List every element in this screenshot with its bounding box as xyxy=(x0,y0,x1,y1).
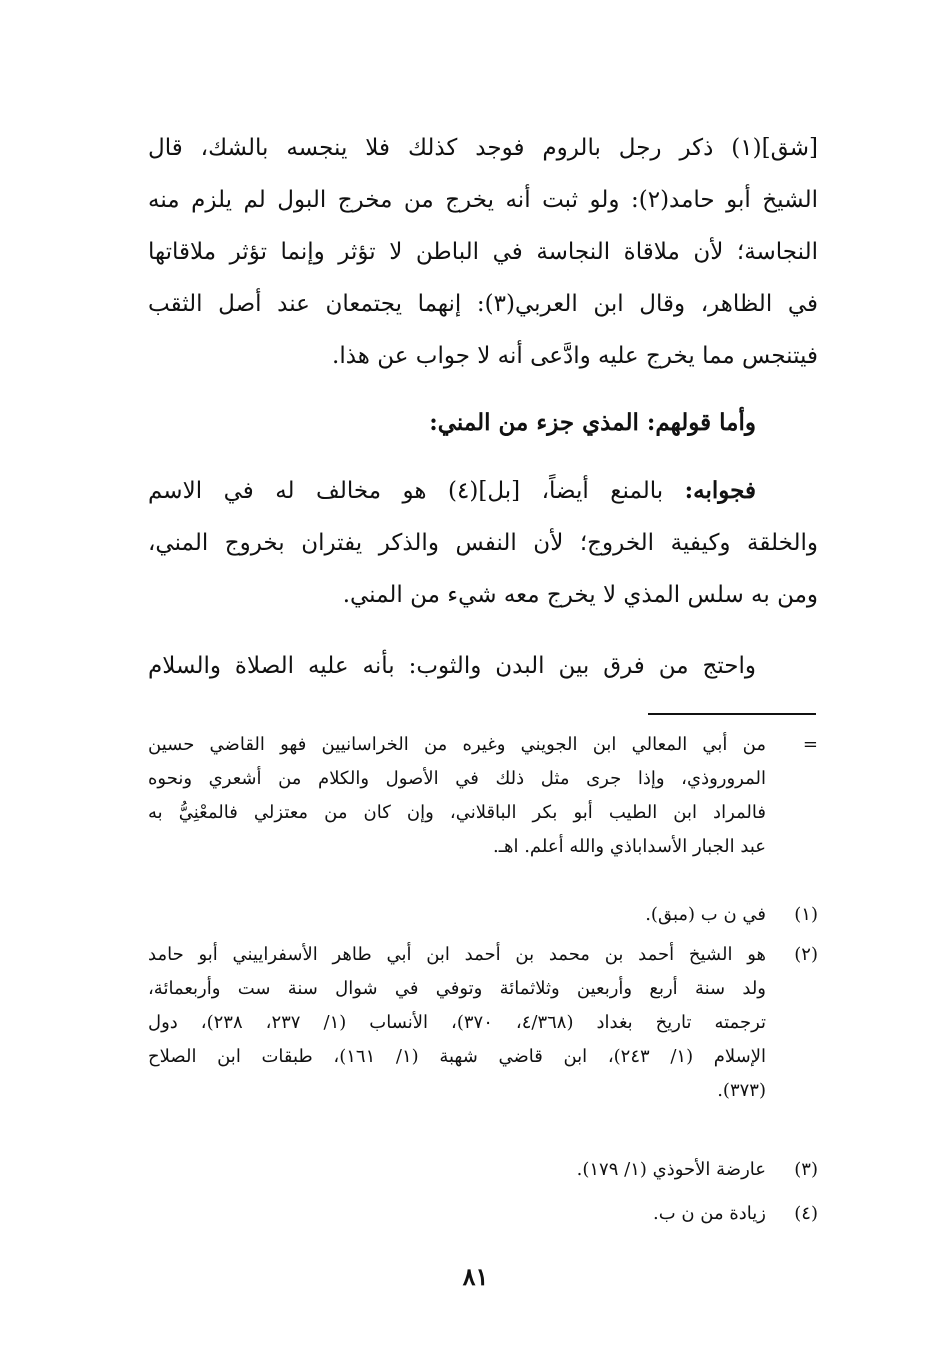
answer-lead: فجوابه: xyxy=(684,477,756,504)
continuation-marker: = xyxy=(802,734,818,755)
answer-text: بالمنع أيضاً، [بل](٤) هو مخالف له في الاسم xyxy=(148,478,685,504)
footnote-line: ترجمته تاريخ بغداد (٤/٣٦٨، ٣٧٠)، الأنساب (١/ ٢٣٧، ٢٣٨)، دول xyxy=(148,1012,767,1033)
text-line xyxy=(148,465,818,517)
footnote-1 xyxy=(148,898,818,932)
footnote-separator xyxy=(648,713,816,715)
footnote-marker: (١) xyxy=(794,904,818,925)
text-line: فيتنجس مما يخرج عليه وادَّعى أنه لا جواب عن هذا. xyxy=(332,343,818,369)
footnote-line: عارضة الأحوذي (١/ ١٧٩). xyxy=(576,1159,766,1180)
text-line: في الظاهر، وقال ابن العربي(٣): إنهما يجتمعان عند أصل الثقب xyxy=(148,291,818,317)
footnote-line: (٣٧٣). xyxy=(717,1080,766,1101)
text-line: الشيخ أبو حامد(٢): ولو ثبت أنه يخرج من مخرج البول لم يلزم منه xyxy=(148,187,818,213)
footnote-line: عبد الجبار الأسداباذي والله أعلم. اهـ. xyxy=(492,836,766,857)
footnote-line: فالمراد ابن الطيب أبو بكر الباقلاني، وإن كان من معتزلي فالمعْنِيُّ به xyxy=(148,802,766,823)
paragraph-3 xyxy=(148,640,818,692)
footnote-line: ولد سنة أربع وأربعين وثلاثمائة وتوفي في شوال سنة ست وأربعمائة، xyxy=(148,978,766,999)
paragraph-1 xyxy=(148,122,818,382)
footnote-line: زيادة من ن ب. xyxy=(652,1203,766,1224)
text-line: النجاسة؛ لأن ملاقاة النجاسة في الباطن لا تؤثر وإنما تؤثر ملاقاتها xyxy=(148,239,818,265)
text-line: واحتج من فرق بين البدن والثوب: بأنه عليه الصلاة والسلام xyxy=(148,653,756,679)
footnote-continuation xyxy=(148,728,818,864)
text-line: [شق](١) ذكر رجل بالروم فوجد كذلك فلا ينجسه بالشك، قال xyxy=(148,135,818,161)
footnote-line: المروروذي، وإذا جرى مثل ذلك في الأصول والكلام من أشعري ونحوه xyxy=(148,768,766,789)
section-heading xyxy=(148,397,818,449)
text-line: والخلقة وكيفية الخروج؛ لأن النفس والذكر يفتران بخروج المني، xyxy=(148,530,818,556)
footnote-line: في ن ب (مبق). xyxy=(645,904,766,925)
footnote-line: هو الشيخ أحمد بن محمد بن أحمد ابن أبي طاهر الأسفراييني أبو حامد xyxy=(148,944,766,965)
paragraph-2 xyxy=(148,465,818,621)
footnote-marker: (٣) xyxy=(794,1159,818,1180)
footnote-3 xyxy=(148,1153,818,1187)
footnote-marker: (٤) xyxy=(794,1203,818,1224)
footnote-line: الإسلام (١/ ٢٤٣)، ابن قاضي شهبة (١/ ١٦١)، طبقات ابن الصلاح xyxy=(148,1046,766,1067)
footnote-line: من أبي المعالي ابن الجويني وغيره من الخراسانيين فهو القاضي حسين xyxy=(148,734,766,755)
text-line: ومن به سلس المذي لا يخرج معه شيء من المني. xyxy=(342,582,818,608)
footnote-2 xyxy=(148,938,818,1108)
page-number: ٨١ xyxy=(462,1262,489,1291)
footnote-marker: (٢) xyxy=(794,944,818,965)
heading-text: وأما قولهم: المذي جزء من المني: xyxy=(429,409,756,436)
footnote-4 xyxy=(148,1197,818,1231)
